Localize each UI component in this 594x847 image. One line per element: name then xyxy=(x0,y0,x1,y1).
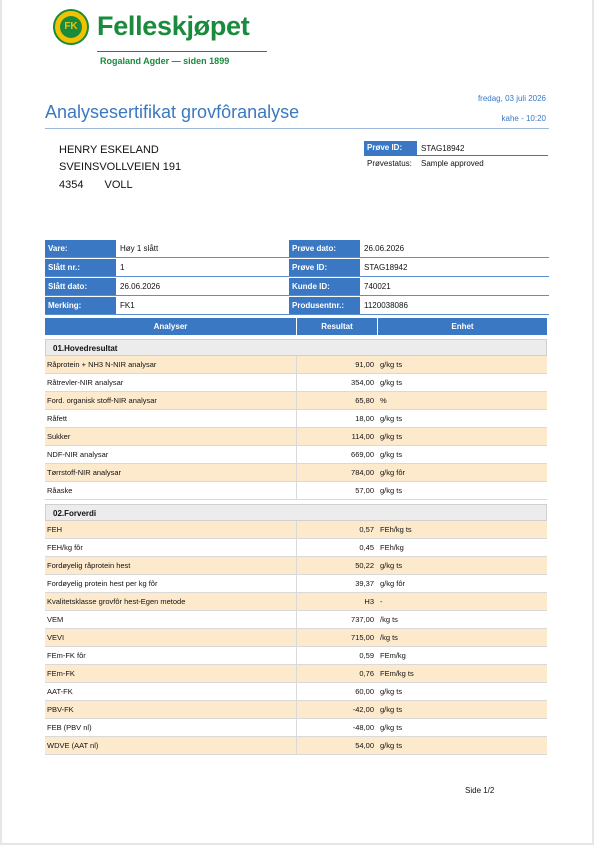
analysis-unit: g/kg ts xyxy=(380,414,403,423)
logo-name: Felleskjøpet xyxy=(97,11,250,41)
analysis-unit: FEm/kg xyxy=(380,651,406,660)
analysis-name: VEM xyxy=(45,611,297,628)
analysis-result: 91,00 xyxy=(355,360,374,369)
probe-status-value: Sample approved xyxy=(421,158,484,168)
analysis-result: 65,80 xyxy=(355,396,374,405)
info-row xyxy=(45,240,549,258)
analysis-result: 114,00 xyxy=(351,432,374,441)
table-row xyxy=(45,683,547,701)
table-row xyxy=(45,392,547,410)
analysis-unit: FEm/kg ts xyxy=(380,669,414,678)
results-header xyxy=(45,318,547,335)
section-title: 02.Forverdi xyxy=(45,504,547,521)
customer-name: HENRY ESKELAND xyxy=(59,144,159,156)
logo-emblem-icon xyxy=(53,9,89,45)
analysis-name: Råtrevler-NIR analysar xyxy=(45,374,297,391)
probe-status-row xyxy=(364,156,548,170)
analysis-unit: g/kg fôr xyxy=(380,579,406,588)
column-header-resultat: Resultat xyxy=(297,318,377,335)
merking-label: Merking: xyxy=(45,297,116,314)
analysis-result: 0,76 xyxy=(359,669,374,678)
analysis-name: NDF-NIR analysar xyxy=(45,446,297,463)
analysis-unit: /kg ts xyxy=(380,633,398,642)
analysis-unit: g/kg ts xyxy=(380,378,403,387)
table-row xyxy=(45,482,547,500)
table-row xyxy=(45,557,547,575)
analysis-name: Tørrstoff-NIR analysar xyxy=(45,464,297,481)
analysis-result: 57,00 xyxy=(355,486,374,495)
column-header-enhet: Enhet xyxy=(378,318,547,335)
analysis-unit: g/kg ts xyxy=(380,723,403,732)
user-time: kahe - 10:20 xyxy=(501,114,546,123)
analysis-result: 715,00 xyxy=(351,633,374,642)
table-row xyxy=(45,575,547,593)
customer-city: VOLL xyxy=(104,179,133,191)
table-row xyxy=(45,464,547,482)
prove-dato-value: 26.06.2026 xyxy=(364,244,405,253)
analysis-name: Råaske xyxy=(45,482,297,499)
table-row xyxy=(45,737,547,755)
analysis-unit: /kg ts xyxy=(380,615,398,624)
analysis-unit: g/kg ts xyxy=(380,360,403,369)
analysis-result: 0,57 xyxy=(359,525,374,534)
customer-postcode: 4354 xyxy=(59,179,84,191)
analysis-unit: FEh/kg ts xyxy=(380,525,412,534)
table-row xyxy=(45,521,547,539)
analysis-name: Fordøyelig råprotein hest xyxy=(45,557,297,574)
analysis-result: 784,00 xyxy=(351,468,374,477)
analysis-unit: g/kg ts xyxy=(380,450,403,459)
analysis-name: Sukker xyxy=(45,428,297,445)
customer-street: SVEINSVOLLVEIEN 191 xyxy=(59,161,182,173)
analysis-result: 60,00 xyxy=(355,687,374,696)
kunde-id-label: Kunde ID: xyxy=(289,278,360,295)
info-row xyxy=(45,278,549,296)
analysis-unit: g/kg ts xyxy=(380,705,403,714)
vare-label: Vare: xyxy=(45,240,116,257)
analysis-name: FEm-FK xyxy=(45,665,297,682)
analysis-unit: g/kg ts xyxy=(380,741,403,750)
analysis-unit: FEh/kg xyxy=(380,543,404,552)
table-row xyxy=(45,374,547,392)
section-title: 01.Hovedresultat xyxy=(45,339,547,356)
analysis-result: 0,45 xyxy=(359,543,374,552)
table-row xyxy=(45,428,547,446)
page-number: Side 1/2 xyxy=(465,786,495,795)
kunde-id-value: 740021 xyxy=(364,282,391,291)
info-row xyxy=(45,297,549,315)
analysis-unit: g/kg ts xyxy=(380,486,403,495)
table-row xyxy=(45,701,547,719)
slatt-dato-label: Slått dato: xyxy=(45,278,116,295)
analysis-result: 737,00 xyxy=(351,615,374,624)
probe-summary xyxy=(364,141,548,170)
table-row xyxy=(45,539,547,557)
probe-status-label: Prøvestatus: xyxy=(367,158,412,168)
section-forverdi-rows xyxy=(45,521,547,755)
logo-divider xyxy=(97,51,267,52)
produsentnr-value: 1120038086 xyxy=(364,301,408,310)
results-table xyxy=(45,318,547,755)
logo-subtitle: Rogaland Agder — siden 1899 xyxy=(100,56,230,66)
analysis-unit: g/kg ts xyxy=(380,432,403,441)
section-hovedresultat-rows xyxy=(45,356,547,500)
analysis-unit: - xyxy=(380,597,383,606)
logo-mark: FK xyxy=(60,16,82,38)
title-divider xyxy=(45,128,549,129)
analysis-name: Kvalitetsklasse grovfôr hest-Egen metode xyxy=(45,593,297,610)
analysis-name: WDVE (AAT nl) xyxy=(45,737,297,754)
table-row xyxy=(45,410,547,428)
analysis-result: -42,00 xyxy=(352,705,374,714)
table-row xyxy=(45,356,547,374)
produsentnr-label: Produsentnr.: xyxy=(289,297,360,314)
analysis-name: Råfett xyxy=(45,410,297,427)
table-row xyxy=(45,665,547,683)
analysis-name: Råprotein + NH3 N-NIR analysar xyxy=(45,356,297,373)
analysis-result: 50,22 xyxy=(355,561,374,570)
analysis-result: 39,37 xyxy=(355,579,374,588)
prove-id-label: Prøve ID: xyxy=(289,259,360,276)
table-row xyxy=(45,446,547,464)
analysis-result: 18,00 xyxy=(355,414,374,423)
analysis-name: VEVI xyxy=(45,629,297,646)
probe-id-value: STAG18942 xyxy=(421,143,465,153)
customer-postal xyxy=(59,179,133,191)
prove-id-value: STAG18942 xyxy=(364,263,408,272)
analysis-result: 0,59 xyxy=(359,651,374,660)
column-header-analyser: Analyser xyxy=(45,318,296,335)
vare-value: Høy 1 slått xyxy=(120,244,159,253)
probe-id-row xyxy=(364,141,548,156)
document-title: Analysesertifikat grovfôranalyse xyxy=(45,102,300,122)
table-row xyxy=(45,593,547,611)
slatt-nr-label: Slått nr.: xyxy=(45,259,116,276)
analysis-name: PBV-FK xyxy=(45,701,297,718)
table-row xyxy=(45,719,547,737)
sample-info-table xyxy=(45,240,549,316)
analysis-unit: g/kg ts xyxy=(380,561,403,570)
analysis-result: 54,00 xyxy=(355,741,374,750)
analysis-unit: g/kg fôr xyxy=(380,468,406,477)
analysis-unit: g/kg ts xyxy=(380,687,403,696)
analysis-name: FEB (PBV nl) xyxy=(45,719,297,736)
analysis-name: FEm-FK fôr xyxy=(45,647,297,664)
analysis-result: 669,00 xyxy=(351,450,374,459)
analysis-unit: % xyxy=(380,396,387,405)
slatt-nr-value: 1 xyxy=(120,263,125,272)
analysis-name: FEH/kg fôr xyxy=(45,539,297,556)
table-row xyxy=(45,647,547,665)
analysis-result: H3 xyxy=(364,597,374,606)
analysis-result: 354,00 xyxy=(351,378,374,387)
merking-value: FK1 xyxy=(120,301,135,310)
info-row xyxy=(45,259,549,277)
slatt-dato-value: 26.06.2026 xyxy=(120,282,161,291)
analysis-name: Fordøyelig protein hest per kg fôr xyxy=(45,575,297,592)
analysis-name: FEH xyxy=(45,521,297,538)
table-row xyxy=(45,611,547,629)
analysis-name: AAT-FK xyxy=(45,683,297,700)
print-date: fredag, 03 juli 2026 xyxy=(477,94,546,103)
prove-dato-label: Prøve dato: xyxy=(289,240,360,257)
table-row xyxy=(45,629,547,647)
analysis-name: Ford. organisk stoff-NIR analysar xyxy=(45,392,297,409)
analysis-result: -48,00 xyxy=(352,723,374,732)
probe-id-label: Prøve ID: xyxy=(364,141,417,155)
